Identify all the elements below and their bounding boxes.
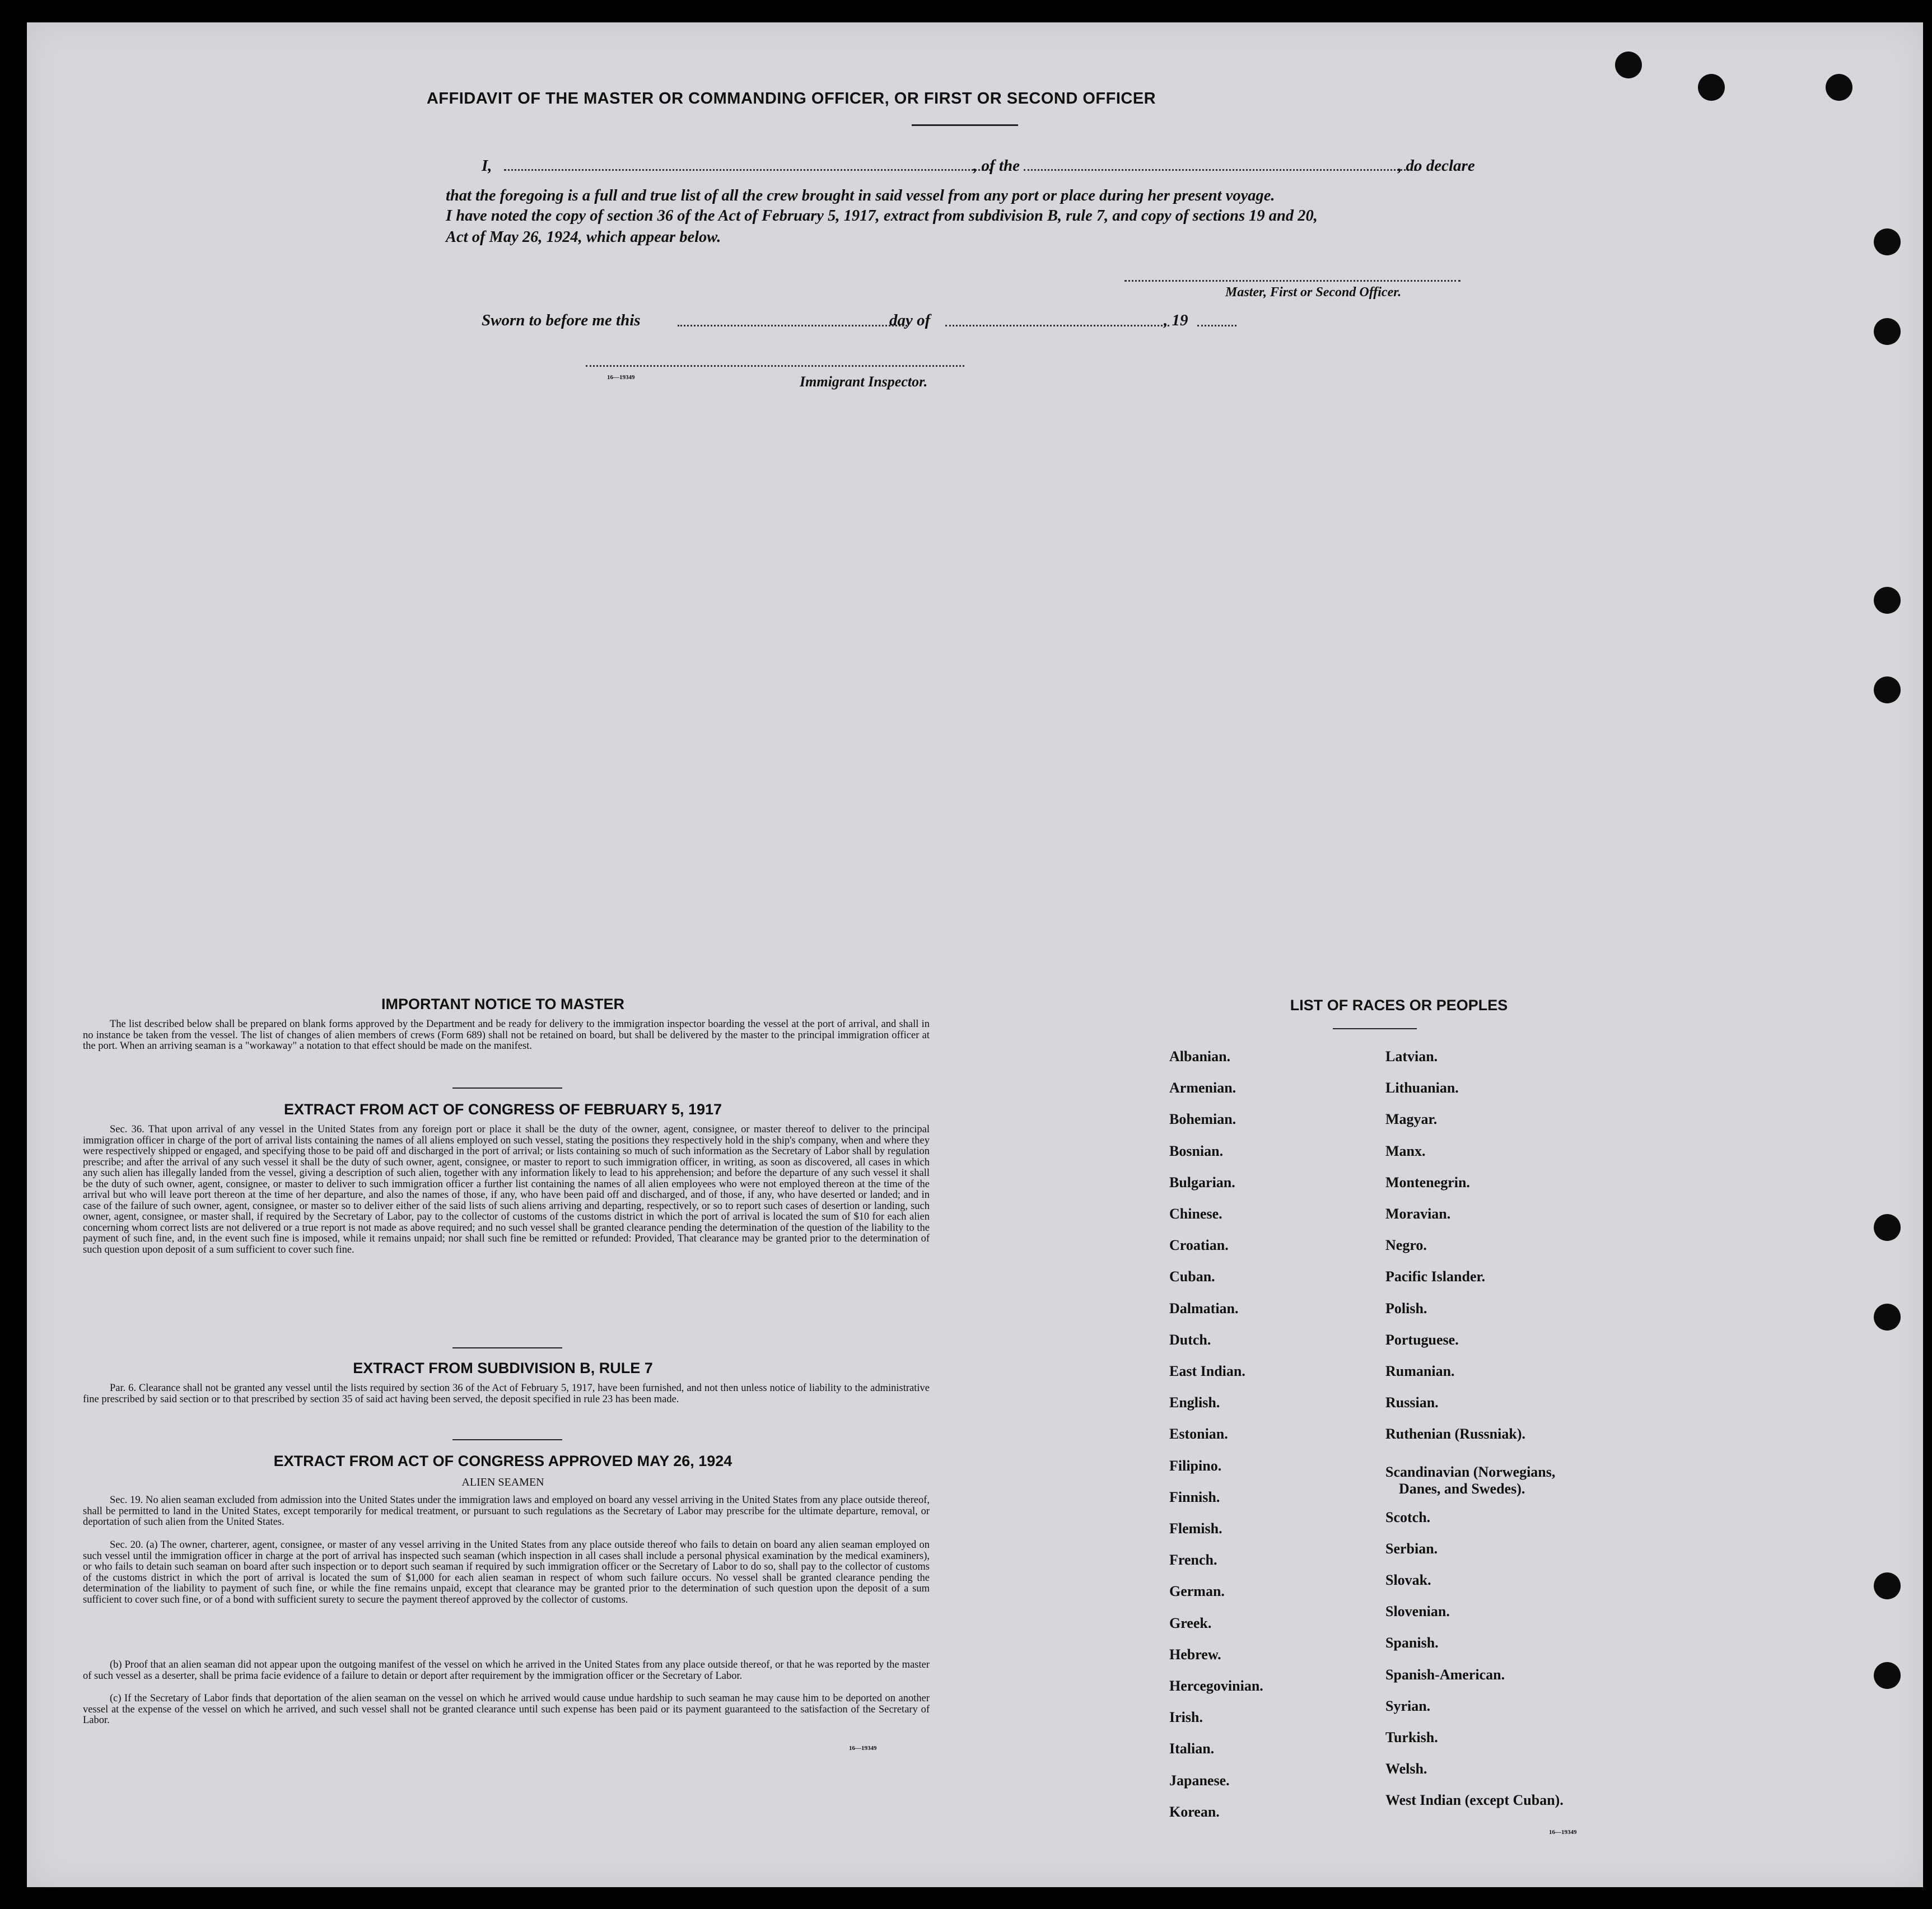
- punch-hole: [1874, 228, 1901, 255]
- race-item: Hebrew.: [1169, 1646, 1221, 1663]
- extract-rule7-heading: EXTRACT FROM SUBDIVISION B, RULE 7: [353, 1360, 653, 1376]
- race-item: Flemish.: [1169, 1520, 1222, 1537]
- extract-rule7-text: Par. 6. Clearance shall not be granted any vessel until the lists required by section 36 of the Act of February 5, 1917, have been furnished, and not then unless notice of liability to the administrative fine prescribed by said section or to that prescribed by section 35 of said act having been served, the deposit specified in rule 23 has been made.: [83, 1383, 930, 1405]
- inspector-label: Immigrant Inspector.: [800, 374, 928, 390]
- race-item: Lithuanian.: [1385, 1080, 1459, 1096]
- race-item: Turkish.: [1385, 1729, 1438, 1745]
- race-item: Scotch.: [1385, 1509, 1431, 1525]
- punch-hole: [1874, 318, 1901, 345]
- race-item: Slovak.: [1385, 1572, 1431, 1588]
- race-item: Greek.: [1169, 1615, 1212, 1631]
- race-item: Welsh.: [1385, 1761, 1427, 1777]
- race-item: Bulgarian.: [1169, 1174, 1235, 1191]
- race-item: Magyar.: [1385, 1111, 1438, 1127]
- race-item: Ruthenian (Russniak).: [1385, 1426, 1525, 1442]
- divider: [912, 124, 1018, 126]
- races-heading: LIST OF RACES OR PEOPLES: [1290, 997, 1508, 1014]
- race-item: West Indian (except Cuban).: [1385, 1792, 1564, 1808]
- race-item: Cuban.: [1169, 1268, 1215, 1285]
- race-item: Bohemian.: [1169, 1111, 1236, 1127]
- affidavit-line-2: that the foregoing is a full and true list of all the crew brought in said vessel from any port or place during her present voyage.: [446, 187, 1275, 204]
- affidavit-i: I,: [482, 157, 492, 175]
- name-field[interactable]: [504, 169, 991, 171]
- race-item: Manx.: [1385, 1143, 1426, 1159]
- race-item: Russian.: [1385, 1394, 1439, 1411]
- race-item: Pacific Islander.: [1385, 1268, 1486, 1285]
- punch-hole: [1874, 676, 1901, 703]
- punch-hole: [1874, 587, 1901, 614]
- race-item: Hercegovinian.: [1169, 1678, 1263, 1694]
- form-number: 16—19349: [607, 374, 635, 381]
- race-item: Korean.: [1169, 1804, 1220, 1820]
- race-item: Finnish.: [1169, 1489, 1220, 1505]
- punch-hole: [1826, 74, 1852, 101]
- race-item: Rumanian.: [1385, 1363, 1455, 1379]
- sworn-day-field[interactable]: [678, 325, 907, 326]
- race-item: Bosnian.: [1169, 1143, 1224, 1159]
- race-item: Irish.: [1169, 1709, 1203, 1725]
- race-item: Syrian.: [1385, 1698, 1431, 1714]
- race-item: Dalmatian.: [1169, 1300, 1239, 1317]
- race-item: Albanian.: [1169, 1048, 1231, 1065]
- sworn-year-field[interactable]: [1197, 325, 1236, 326]
- extract-1924-sec20b: (b) Proof that an alien seaman did not appear upon the outgoing manifest of the vessel on which he arrived in the United States from any place outside thereof, or that he was reported by the master of such vessel as a deserter, shall be prima facie evidence of a failure to detain or deport after requirement by the immigration officer or the Secretary of Labor.: [83, 1659, 930, 1682]
- divider: [452, 1347, 562, 1348]
- master-signature-label: Master, First or Second Officer.: [1225, 285, 1402, 300]
- affidavit-do-declare: , do declare: [1398, 157, 1475, 175]
- punch-hole: [1874, 1304, 1901, 1331]
- affidavit-line-3: I have noted the copy of section 36 of the Act of February 5, 1917, extract from subdivision B, rule 7, and copy of sections 19 and 20,: [446, 207, 1318, 225]
- race-item: Spanish-American.: [1385, 1667, 1505, 1683]
- punch-hole: [1874, 1214, 1901, 1241]
- race-item: Portuguese.: [1385, 1332, 1459, 1348]
- race-item: Italian.: [1169, 1740, 1215, 1757]
- punch-hole: [1874, 1572, 1901, 1599]
- race-item: East Indian.: [1169, 1363, 1245, 1379]
- race-item: Montenegrin.: [1385, 1174, 1470, 1191]
- affidavit-line-4: Act of May 26, 1924, which appear below.: [446, 228, 721, 246]
- race-item: Negro.: [1385, 1237, 1427, 1253]
- sworn-month-field[interactable]: [945, 325, 1169, 326]
- race-item: Slovenian.: [1385, 1603, 1450, 1619]
- affidavit-title: AFFIDAVIT OF THE MASTER OR COMMANDING OFFICER, OR FIRST OR SECOND OFFICER: [426, 90, 1156, 108]
- race-item: Filipino.: [1169, 1458, 1222, 1474]
- divider: [452, 1087, 562, 1089]
- race-item: German.: [1169, 1583, 1225, 1599]
- race-item: Danes, and Swedes).: [1399, 1481, 1525, 1497]
- inspector-signature-field[interactable]: [586, 365, 964, 367]
- punch-hole: [1615, 52, 1642, 78]
- race-item: Dutch.: [1169, 1332, 1211, 1348]
- race-item: Spanish.: [1385, 1635, 1439, 1651]
- race-item: Moravian.: [1385, 1206, 1451, 1222]
- extract-1917-heading: EXTRACT FROM ACT OF CONGRESS OF FEBRUARY 5, 1917: [283, 1101, 722, 1118]
- sworn-day-of: day of: [889, 311, 931, 329]
- sworn-prefix: Sworn to before me this: [482, 311, 641, 329]
- extract-1917-text: Sec. 36. That upon arrival of any vessel in the United States from any foreign port or place it shall be the duty of the owner, agent, consignee, or master thereof to deliver to the principal immigration officer in charge of the port of arrival lists containing the names of all aliens employed on such vessel, stating the positions they respectively hold in the ship's company, when and where they were respectively shipped or engaged, and specifying those to be paid off and discharged in the port of arrival; or lists containing so much of such information as the Secretary of Labor shall by regulation prescribe; and after the arrival of any such vessel it shall be the duty of such owner, agent, consignee, or master to report to such immigration officer, in writing, as soon as discovered, all cases in which any such alien has illegally landed from the vessel, giving a description of such alien, together with any information likely to lead to his apprehension; and before the departure of any such vessel it shall be the duty of such owner, agent, consignee, or master to deliver to such immigration officer a further list containing the names of all alien employees who were not employed thereon at the time of the arrival but who will leave port thereon at the time of her departure, and also the names of those, if any, who have been paid off and discharged, and of those, if any, who have deserted or landed; and in case of the failure of such owner, agent, consignee, or master so to deliver either of the said lists of such aliens arriving and departing, respectively, or so to report such cases of desertion or landing, such owner, agent, consignee, or master shall, if required by the Secretary of Labor, pay to the collector of customs of the customs district in which the port of arrival is located the sum of $10 for each alien concerning whom correct lists are not delivered or a true report is not made as above required; and no such vessel shall be granted clearance pending the determination of the question of the liability to the payment of such fine, and, in the event such fine is imposed, while it remains unpaid; nor shall such fine be remitted or refunded: Provided, That clearance may be granted prior to the determination of such question upon deposit of a sum sufficient to cover such fine.: [83, 1124, 930, 1255]
- affidavit-of-the: , of the: [973, 157, 1020, 175]
- race-item: Scandinavian (Norwegians,: [1385, 1464, 1556, 1480]
- notice-heading: IMPORTANT NOTICE TO MASTER: [381, 996, 624, 1012]
- race-item: Polish.: [1385, 1300, 1427, 1317]
- extract-1924-heading: EXTRACT FROM ACT OF CONGRESS APPROVED MAY 26, 1924: [273, 1453, 732, 1469]
- race-item: Serbian.: [1385, 1541, 1438, 1557]
- vessel-field[interactable]: [1024, 169, 1416, 171]
- form-sheet: [27, 22, 1923, 1887]
- extract-1924-sec20c: (c) If the Secretary of Labor finds that deportation of the alien seaman on the vessel on which he arrived would cause undue hardship to such seaman he may cause him to be deported on another vessel at the expense of the vessel on which he arrived, and such vessel shall not be granted clearance until such expense has been paid or its payment guaranteed to the satisfaction of the Secretary of Labor.: [83, 1693, 930, 1726]
- extract-1924-sec19: Sec. 19. No alien seaman excluded from admission into the United States under the immigration laws and employed on board any vessel arriving in the United States from any place outside thereof, shall be permitted to land in the United States, except temporarily for medical treatment, or pursuant to such regulations as the Secretary of Labor may prescribe for the ultimate departure, removal, or deportation of such alien from the United States.: [83, 1495, 930, 1528]
- punch-hole: [1874, 1662, 1901, 1689]
- sworn-year: , 19: [1164, 311, 1188, 329]
- race-item: English.: [1169, 1394, 1220, 1411]
- punch-hole: [1698, 74, 1725, 101]
- race-item: Chinese.: [1169, 1206, 1222, 1222]
- notice-text: The list described below shall be prepared on blank forms approved by the Department and be ready for delivery to the immigration inspector boarding the vessel at the port of arrival, and shall in no instance be taken from the vessel. The list of changes of alien members of crews (Form 689) shall not be retained on board, but shall be delivered by the master to the principal immigration officer at the port. When an arriving seaman is a "workaway" a notation to that effect should be made on the manifest.: [83, 1019, 930, 1052]
- race-item: Japanese.: [1169, 1772, 1230, 1789]
- race-item: Estonian.: [1169, 1426, 1228, 1442]
- race-item: Armenian.: [1169, 1080, 1236, 1096]
- race-item: Croatian.: [1169, 1237, 1229, 1253]
- divider: [452, 1439, 562, 1440]
- extract-1924-subheading: ALIEN SEAMEN: [461, 1476, 544, 1488]
- divider: [1333, 1028, 1417, 1029]
- form-number: 16—19349: [1549, 1829, 1577, 1836]
- race-item: Latvian.: [1385, 1048, 1438, 1065]
- extract-1924-sec20a: Sec. 20. (a) The owner, charterer, agent, consignee, or master of any vessel arriving in the United States from any place outside thereof who fails to detain on board any alien seaman employed on such vessel until the immigration officer in charge at the port of arrival has inspected such seaman (which inspection in all cases shall include a personal physical examination by the medical examiners), or who fails to detain such seaman on board after such inspection or to deport such seaman if required by such immigration officer or the Secretary of Labor to do so, shall pay to the collector of customs of the customs district in which the port of arrival is located the sum of $1,000 for each alien seaman in respect of whom such failure occurs. No vessel shall be granted clearance pending the determination of the liability to payment of such fine, or while the fine remains unpaid, except that clearance may be granted prior to the determination of such question upon the deposit of a sum sufficient to cover such fine, or of a bond with sufficient surety to secure the payment thereof approved by the collector of customs.: [83, 1539, 930, 1605]
- form-number: 16—19349: [849, 1745, 877, 1752]
- race-item: French.: [1169, 1552, 1217, 1568]
